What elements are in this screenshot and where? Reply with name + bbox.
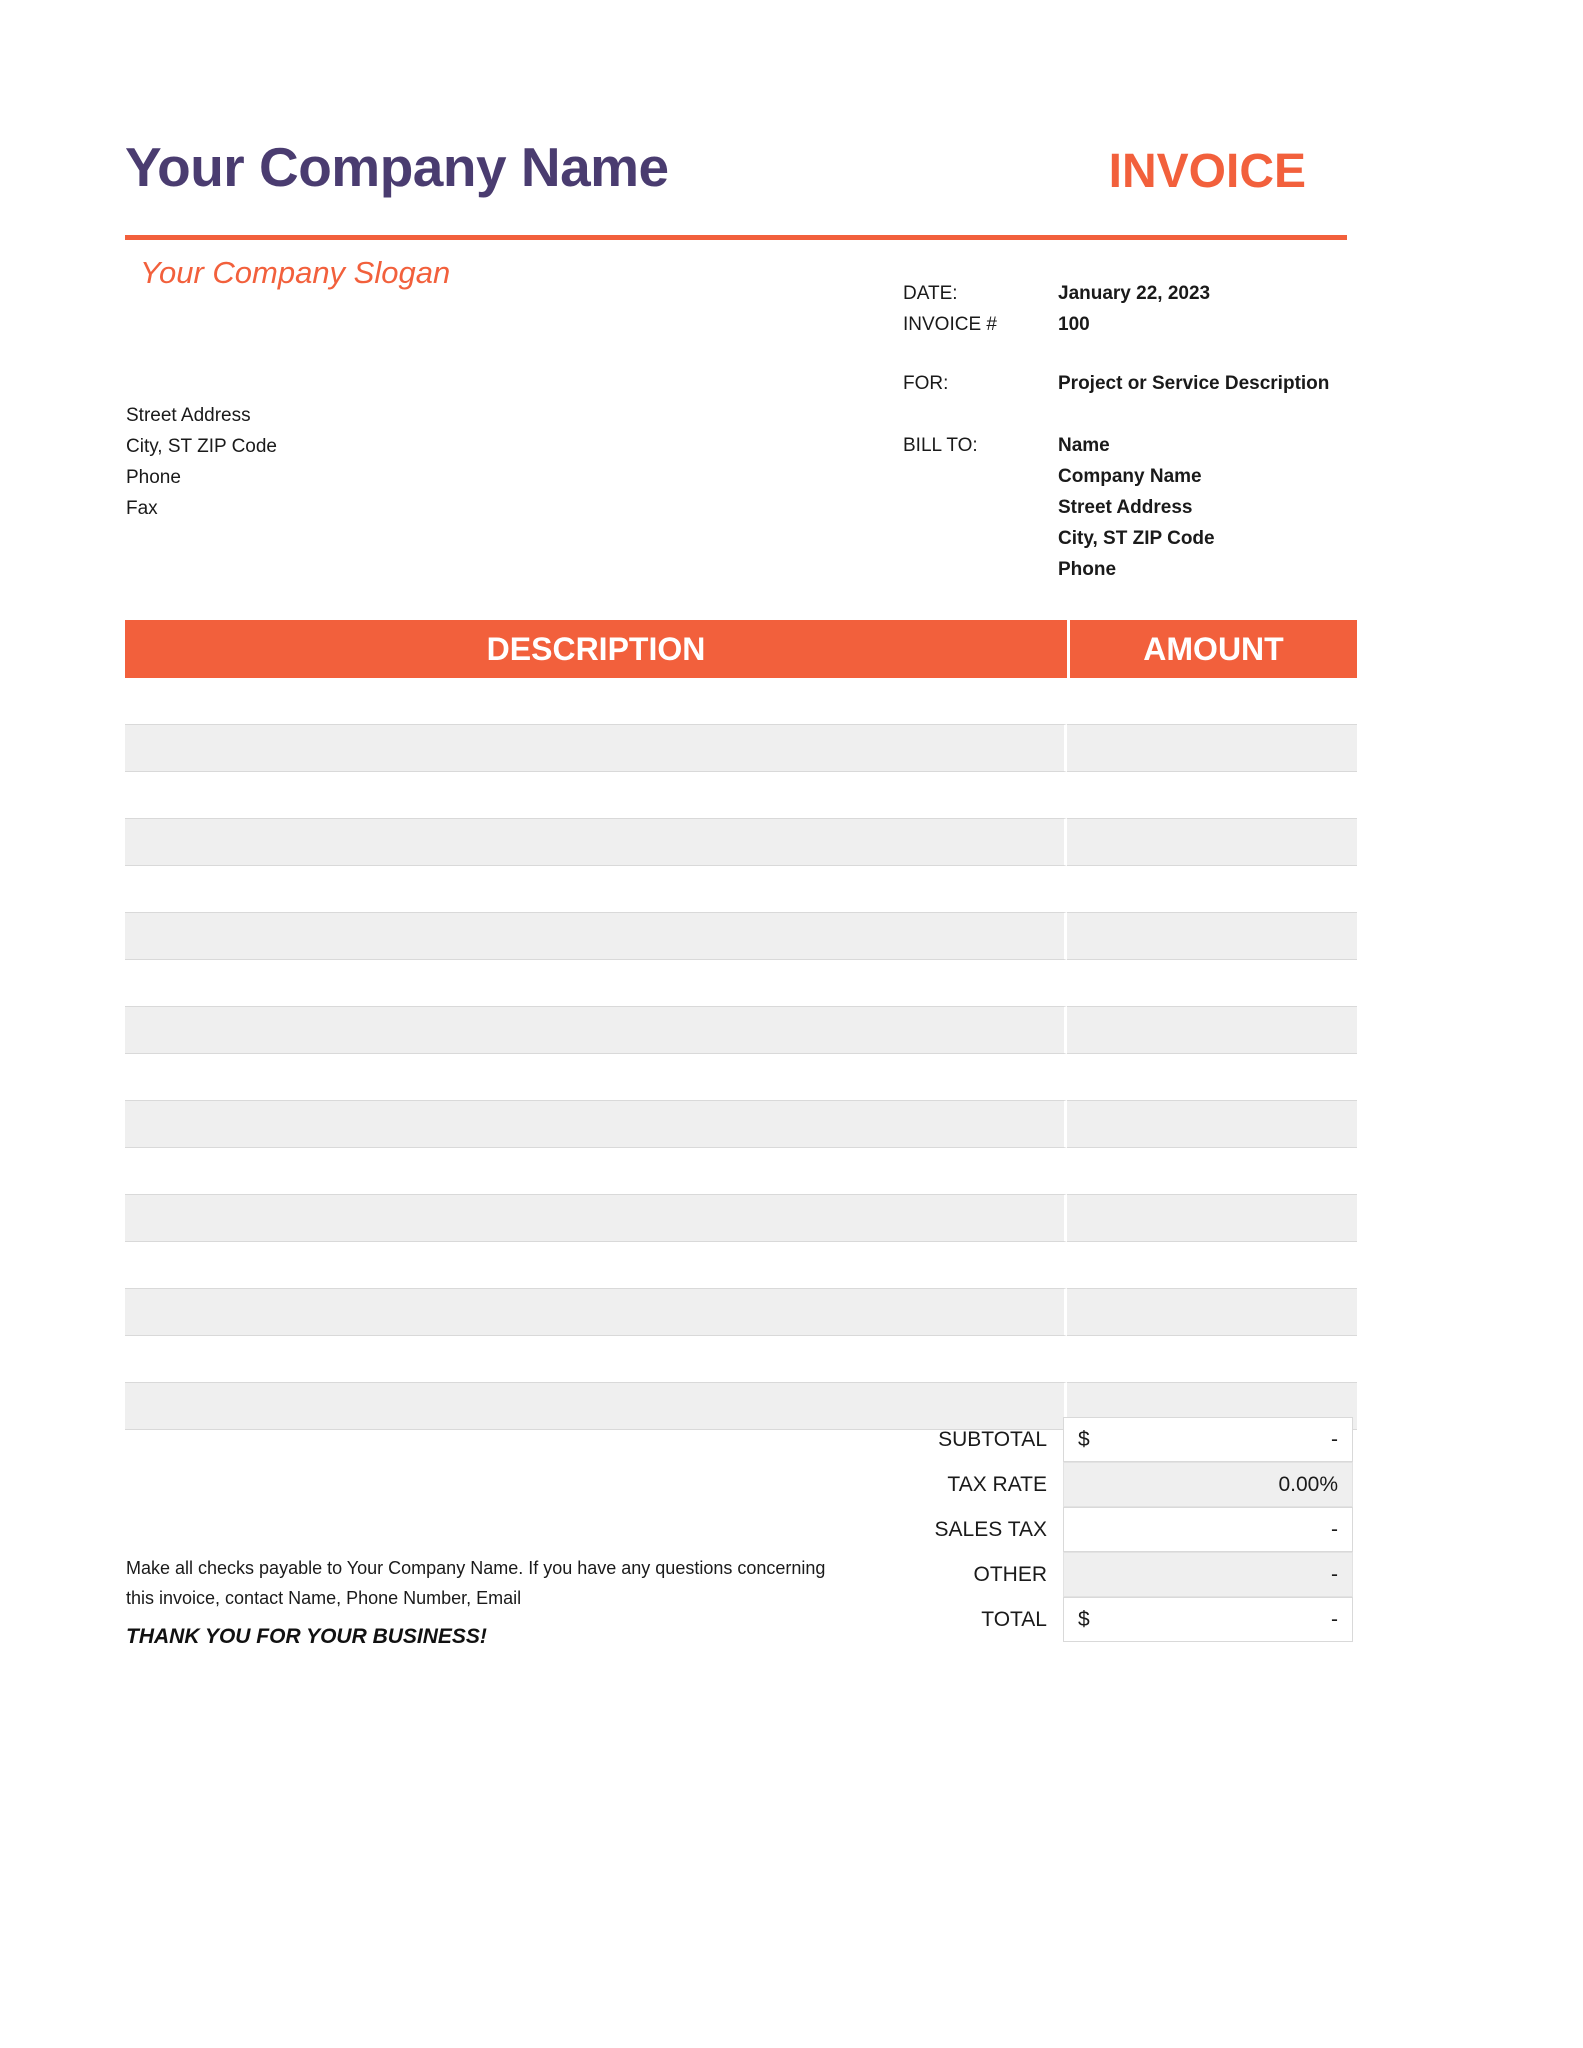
for-value: Project or Service Description [1058, 373, 1330, 394]
invoice-number-label: INVOICE # [903, 314, 997, 335]
sales-tax-field[interactable] [1063, 1507, 1353, 1552]
subtotal-field[interactable] [1063, 1417, 1353, 1462]
totals-block [903, 1417, 1358, 1642]
table-row[interactable] [125, 678, 1357, 725]
for-label: FOR: [903, 373, 949, 394]
cell-amount[interactable] [1067, 1242, 1357, 1289]
other-row [903, 1552, 1358, 1597]
cell-description[interactable] [125, 1289, 1067, 1336]
cell-amount[interactable] [1067, 678, 1357, 725]
table-row[interactable] [125, 819, 1357, 866]
cell-amount[interactable] [1067, 1148, 1357, 1195]
column-header-amount: AMOUNT [1143, 630, 1284, 667]
sender-street: Street Address [126, 405, 251, 426]
sender-fax: Fax [126, 498, 158, 519]
company-slogan: Your Company Slogan [140, 255, 451, 290]
bill-to-company: Company Name [1058, 466, 1202, 487]
table-row[interactable] [125, 1054, 1357, 1101]
total-label: TOTAL [981, 1607, 1047, 1631]
tax-rate-row [903, 1462, 1358, 1507]
table-row[interactable] [125, 866, 1357, 913]
other-field[interactable] [1063, 1552, 1353, 1597]
cell-amount[interactable] [1067, 866, 1357, 913]
subtotal-value: - [1331, 1428, 1338, 1451]
table-row[interactable] [125, 1007, 1357, 1054]
company-name: Your Company Name [125, 136, 669, 198]
tax-rate-value: 0.00% [1278, 1473, 1338, 1496]
cell-description[interactable] [125, 1007, 1067, 1054]
table-row[interactable] [125, 772, 1357, 819]
thank-you-message: THANK YOU FOR YOUR BUSINESS! [126, 1625, 487, 1648]
table-row[interactable] [125, 1289, 1357, 1336]
total-value: - [1331, 1608, 1338, 1631]
cell-description[interactable] [125, 772, 1067, 819]
bill-to-street: Street Address [1058, 497, 1193, 518]
subtotal-label: SUBTOTAL [938, 1427, 1047, 1451]
bill-to-phone: Phone [1058, 559, 1117, 580]
table-row[interactable] [125, 1148, 1357, 1195]
table-row[interactable] [125, 1336, 1357, 1383]
table-row[interactable] [125, 1242, 1357, 1289]
bill-to-city: City, ST ZIP Code [1058, 528, 1215, 549]
total-currency: $ [1078, 1608, 1090, 1631]
cell-amount[interactable] [1067, 1007, 1357, 1054]
cell-amount[interactable] [1067, 1336, 1357, 1383]
cell-description[interactable] [125, 960, 1067, 1007]
date-row [903, 278, 1329, 309]
invoice-number-row [903, 309, 1329, 340]
cell-amount[interactable] [1067, 819, 1357, 866]
sales-tax-row [903, 1507, 1358, 1552]
cell-description[interactable] [125, 678, 1067, 725]
cell-description[interactable] [125, 1336, 1067, 1383]
total-row [903, 1597, 1358, 1642]
bill-to-lines [1058, 430, 1215, 585]
table-row[interactable] [125, 1195, 1357, 1242]
cell-description[interactable] [125, 1101, 1067, 1148]
cell-description[interactable] [125, 1148, 1067, 1195]
cell-description[interactable] [125, 1054, 1067, 1101]
total-field[interactable] [1063, 1597, 1353, 1642]
date-value: January 22, 2023 [1058, 283, 1211, 304]
other-value: - [1331, 1563, 1338, 1586]
sales-tax-value: - [1331, 1518, 1338, 1541]
cell-amount[interactable] [1067, 772, 1357, 819]
cell-description[interactable] [125, 913, 1067, 960]
meta-spacer [903, 340, 1329, 368]
cell-description[interactable] [125, 866, 1067, 913]
table-row[interactable] [125, 960, 1357, 1007]
invoice-meta-block [903, 278, 1329, 399]
other-label: OTHER [973, 1562, 1047, 1586]
cell-description[interactable] [125, 1242, 1067, 1289]
table-row[interactable] [125, 913, 1357, 960]
header-divider-rule [125, 235, 1347, 240]
sender-city: City, ST ZIP Code [126, 436, 277, 457]
bill-to-name: Name [1058, 435, 1110, 456]
line-items-table [125, 620, 1357, 1430]
date-label: DATE: [903, 283, 958, 304]
table-header-row [125, 620, 1357, 678]
invoice-title: INVOICE [1108, 145, 1306, 198]
cell-amount[interactable] [1067, 1101, 1357, 1148]
cell-amount[interactable] [1067, 913, 1357, 960]
cell-description[interactable] [125, 819, 1067, 866]
column-header-description: DESCRIPTION [125, 620, 1070, 678]
subtotal-row [903, 1417, 1358, 1462]
invoice-header [125, 136, 1358, 240]
cell-amount[interactable] [1067, 1054, 1357, 1101]
cell-amount[interactable] [1067, 1289, 1357, 1336]
cell-description[interactable] [125, 1195, 1067, 1242]
sender-address-block [126, 400, 277, 524]
invoice-number-value: 100 [1058, 314, 1090, 335]
payment-note: Make all checks payable to Your Company Name. If you have any questions concerning this invoice, contact Name, Phone Number, Email [126, 1558, 826, 1608]
bill-to-label: BILL TO: [903, 435, 978, 456]
sender-phone: Phone [126, 467, 181, 488]
tax-rate-label: TAX RATE [947, 1472, 1047, 1496]
cell-amount[interactable] [1067, 960, 1357, 1007]
table-row[interactable] [125, 725, 1357, 772]
sales-tax-label: SALES TAX [934, 1517, 1047, 1541]
cell-description[interactable] [125, 725, 1067, 772]
cell-amount[interactable] [1067, 1195, 1357, 1242]
table-body [125, 678, 1357, 1430]
table-row[interactable] [125, 1101, 1357, 1148]
subtotal-currency: $ [1078, 1428, 1090, 1451]
cell-amount[interactable] [1067, 725, 1357, 772]
for-row [903, 368, 1329, 399]
tax-rate-field[interactable] [1063, 1462, 1353, 1507]
